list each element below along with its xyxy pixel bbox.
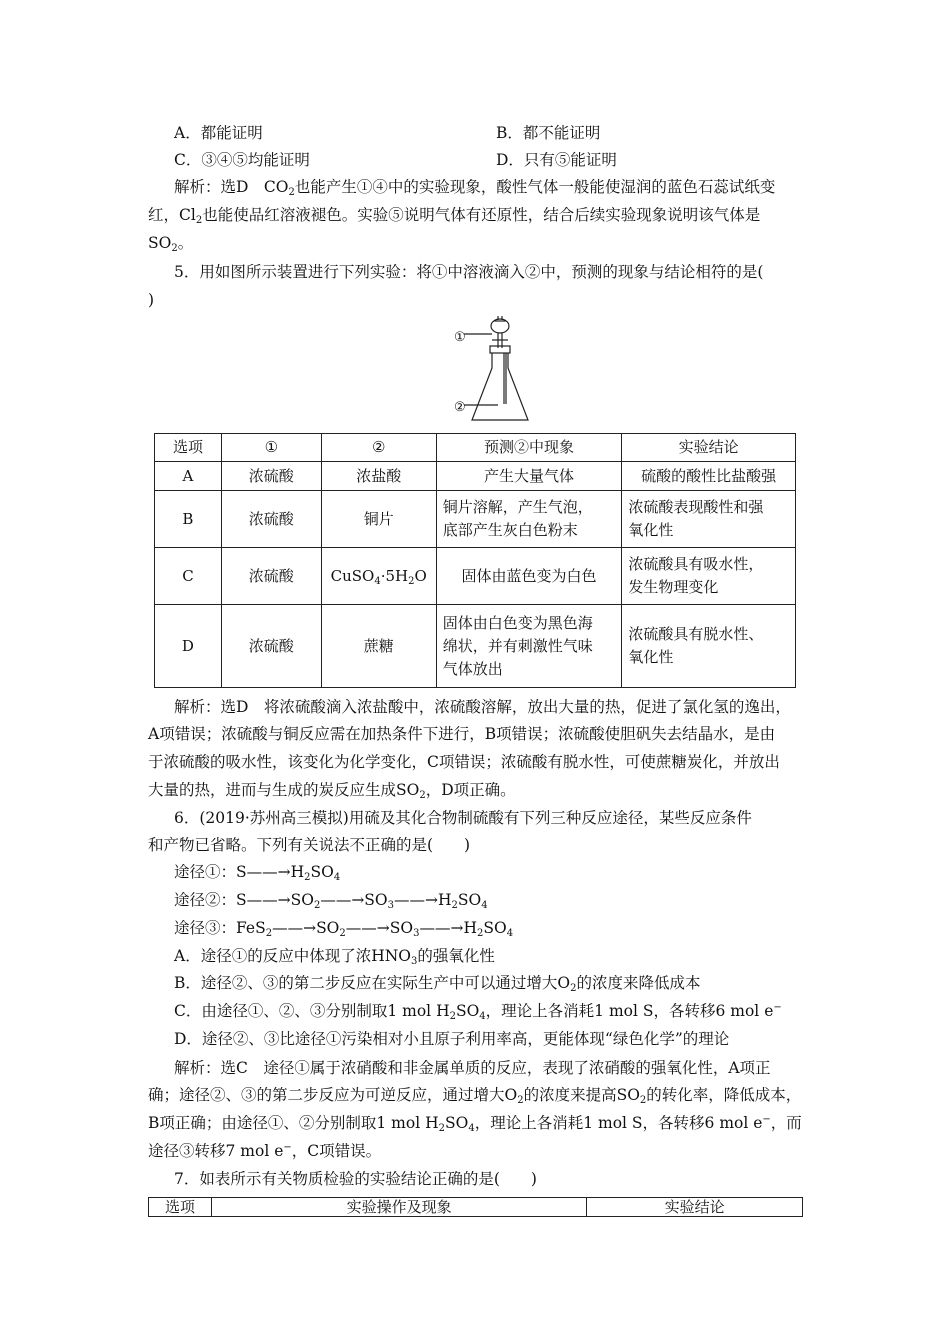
q4-option-b: B．都不能证明 bbox=[496, 124, 601, 142]
q7-stem: 7．如表所示有关物质检验的实验结论正确的是( ) bbox=[174, 1170, 537, 1188]
q5-explanation-line1: 解析：选D 将浓硫酸滴入浓盐酸中，浓硫酸溶解，放出大量的热，促进了氯化氢的逸出， bbox=[174, 698, 791, 716]
row-conclusion: 浓硫酸具有吸水性， 发生物理变化 bbox=[622, 548, 796, 605]
row-reagent-1: 浓硫酸 bbox=[221, 548, 321, 605]
q5-explanation-line3: 于浓硫酸的吸水性，该变化为化学变化，C项错误；浓硫酸有脱水性，可使蔗糖炭化，并放出 bbox=[148, 753, 780, 771]
q6-option-c: C．由途径①、②、③分别制取1 mol $H_2SO_4$，理论上各消耗1 mol S，各转移6 mol e− bbox=[174, 1002, 782, 1022]
row-reagent-2: 铜片 bbox=[321, 491, 436, 548]
row-phenomenon: 固体由白色变为黑色海 绵状，并有刺激性气味 气体放出 bbox=[436, 605, 622, 688]
table-row bbox=[155, 605, 796, 688]
q6-stem-line1: 6．(2019·苏州高三模拟)用硫及其化合物制硫酸有下列三种反应途径，某些反应条件 bbox=[174, 809, 752, 827]
row-reagent-2: 蔗糖 bbox=[321, 605, 436, 688]
header-cell: 实验操作及现象 bbox=[211, 1198, 586, 1217]
row-reagent-2: $CuSO_4\cdot 5H_2O$ bbox=[321, 548, 436, 605]
header-cell: 选项 bbox=[149, 1198, 212, 1217]
q6-option-d: D．途径②、③比途径①污染相对小且原子利用率高，更能体现“绿色化学”的理论 bbox=[174, 1030, 730, 1048]
q6-option-b: B．途径②、③的第二步反应在实际生产中可以通过增大$O_2$的浓度来降低成本 bbox=[174, 974, 701, 994]
q4-explanation-line1: 解析：选D $CO_2$也能产生①④中的实验现象，酸性气体一般能使湿润的蓝色石蕊试纸变 bbox=[174, 178, 776, 198]
header-cell: 实验结论 bbox=[587, 1198, 803, 1217]
row-phenomenon: 固体由蓝色变为白色 bbox=[436, 548, 622, 605]
q7-table bbox=[148, 1197, 803, 1217]
q6-route-3: 途径③：$FeS_2——\to SO_2——\to SO_3——\to H_2SO_4$ bbox=[174, 919, 514, 939]
figure-label-2: ② bbox=[454, 400, 466, 415]
row-option: A bbox=[155, 462, 222, 491]
row-option: B bbox=[155, 491, 222, 548]
header-cell: ① bbox=[221, 434, 321, 462]
q4-option-c: C．③④⑤均能证明 bbox=[174, 151, 310, 169]
header-cell: ② bbox=[321, 434, 436, 462]
q6-option-a: A．途径①的反应中体现了浓$HNO_3$的强氧化性 bbox=[174, 947, 495, 967]
figure-label-1: ① bbox=[454, 330, 466, 345]
q5-stem-line2: ) bbox=[148, 291, 155, 309]
row-conclusion: 浓硫酸具有脱水性、 氧化性 bbox=[622, 605, 796, 688]
q6-explanation-line1: 解析：选C 途径①属于浓硝酸和非金属单质的反应，表现了浓硝酸的强氧化性，A项正 bbox=[174, 1059, 771, 1077]
table-header-row bbox=[155, 434, 796, 462]
table-row bbox=[155, 491, 796, 548]
q6-explanation-line4: 途径③转移7 mol e−，C项错误。 bbox=[148, 1142, 382, 1160]
header-cell: 预测②中现象 bbox=[436, 434, 622, 462]
q6-explanation-line2: 确；途径②、③的第二步反应为可逆反应，通过增大$O_2$的浓度来提高$SO_2$的转化率，降低成本， bbox=[148, 1086, 802, 1106]
q6-route-2: 途径②：$S——\to SO_2——\to SO_3——\to H_2SO_4$ bbox=[174, 891, 488, 911]
row-option: C bbox=[155, 548, 222, 605]
row-reagent-1: 浓硫酸 bbox=[221, 605, 321, 688]
header-cell: 实验结论 bbox=[622, 434, 796, 462]
row-conclusion: 硫酸的酸性比盐酸强 bbox=[622, 462, 796, 491]
row-option: D bbox=[155, 605, 222, 688]
q4-explanation-line2: 红，$Cl_2$也能使品红溶液褪色。实验⑤说明气体有还原性，结合后续实验现象说明该气体是 bbox=[148, 206, 761, 226]
row-reagent-1: 浓硫酸 bbox=[221, 491, 321, 548]
q4-explanation-line3: $SO_2$。 bbox=[148, 234, 194, 254]
q6-route-1: 途径①：$S——\to H_2SO_4$ bbox=[174, 863, 341, 883]
row-reagent-2: 浓盐酸 bbox=[321, 462, 436, 491]
table-row bbox=[155, 548, 796, 605]
q4-option-d: D．只有⑤能证明 bbox=[496, 151, 617, 169]
q5-explanation-line4: 大量的热，进而与生成的炭反应生成$SO_2$，D项正确。 bbox=[148, 781, 516, 801]
q6-explanation-line3: B项正确；由途径①、②分别制取1 mol $H_2SO_4$，理论上各消耗1 mol S，各转移6 mol e−，而 bbox=[148, 1114, 802, 1134]
q4-option-a: A．都能证明 bbox=[174, 124, 263, 142]
row-phenomenon: 产生大量气体 bbox=[436, 462, 622, 491]
q5-stem-line1: 5．用如图所示装置进行下列实验：将①中溶液滴入②中，预测的现象与结论相符的是( bbox=[174, 263, 764, 281]
table-row bbox=[155, 462, 796, 491]
row-phenomenon: 铜片溶解，产生气泡， 底部产生灰白色粉末 bbox=[436, 491, 622, 548]
q6-stem-line2: 和产物已省略。下列有关说法不正确的是( ) bbox=[148, 836, 471, 854]
row-reagent-1: 浓硫酸 bbox=[221, 462, 321, 491]
row-conclusion: 浓硫酸表现酸性和强 氧化性 bbox=[622, 491, 796, 548]
header-cell: 选项 bbox=[155, 434, 222, 462]
q5-table bbox=[154, 433, 796, 688]
q5-explanation-line2: A项错误；浓硫酸与铜反应需在加热条件下进行，B项错误；浓硫酸使胆矾失去结晶水，是由 bbox=[148, 725, 776, 743]
table-header-row bbox=[149, 1198, 803, 1217]
